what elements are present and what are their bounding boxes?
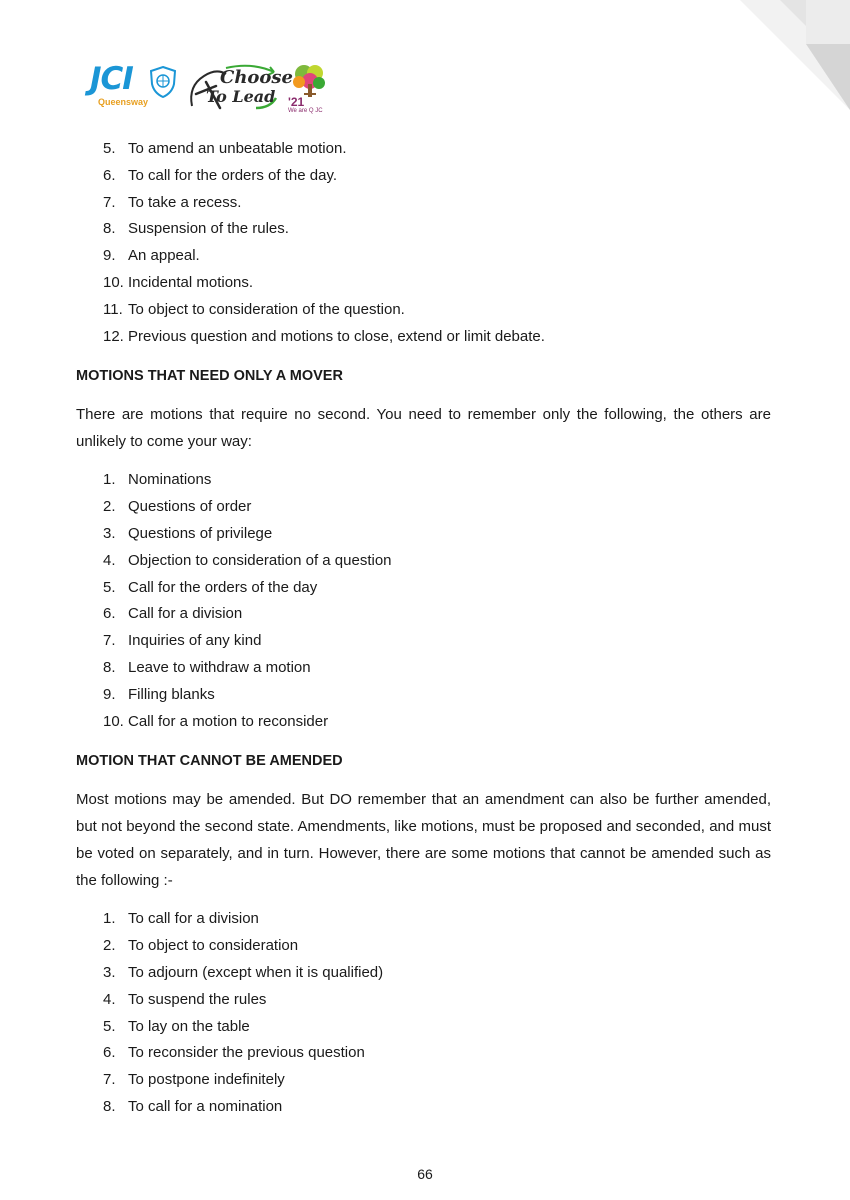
- page-curl-decoration: [740, 0, 850, 110]
- list-text: To amend an unbeatable motion.: [128, 140, 347, 157]
- list-item: [103, 709, 771, 736]
- list-text: To suspend the rules: [128, 990, 267, 1008]
- list-text: Incidental motions.: [128, 273, 254, 291]
- list-item: [103, 1014, 771, 1041]
- list-text: To object to consideration of the question.: [128, 300, 405, 318]
- list-item: [103, 494, 771, 521]
- list-number: 2.: [103, 498, 116, 516]
- page-content: [76, 136, 771, 1121]
- list-number: 7.: [103, 1071, 116, 1089]
- list-number: 8.: [103, 220, 116, 238]
- motions-need-only-mover-list: [76, 467, 771, 735]
- list-item: [103, 601, 771, 628]
- list-number: 5.: [103, 140, 116, 157]
- list-number: 12.: [103, 327, 124, 345]
- list-item: [103, 324, 771, 351]
- numbered-list-continued: [76, 136, 771, 350]
- list-item: [103, 297, 771, 324]
- section-heading-mover: MOTIONS THAT NEED ONLY A MOVER: [76, 368, 343, 385]
- choose-logo-line1: Choose: [220, 67, 294, 88]
- list-item: [103, 682, 771, 709]
- we-are-qjc-logo: [286, 64, 334, 116]
- list-number: 9.: [103, 247, 116, 265]
- list-text: Nominations: [128, 471, 212, 489]
- list-number: 10.: [103, 273, 124, 291]
- list-number: 3.: [103, 963, 116, 981]
- list-number: 10.: [103, 712, 124, 730]
- list-item: [103, 1067, 771, 1094]
- list-item: [103, 655, 771, 682]
- list-number: 6.: [103, 605, 116, 623]
- choose-to-lead-logo: [186, 64, 294, 114]
- list-item: [103, 163, 771, 190]
- list-item: [103, 521, 771, 548]
- list-number: 6.: [103, 1044, 116, 1062]
- list-text: To call for a division: [128, 910, 259, 928]
- list-item: [103, 933, 771, 960]
- list-text: To postpone indefinitely: [128, 1071, 285, 1089]
- list-text: Call for a motion to reconsider: [128, 712, 329, 730]
- list-item: [103, 243, 771, 270]
- list-number: 4.: [103, 990, 116, 1008]
- list-number: 9.: [103, 685, 116, 703]
- list-item: [103, 575, 771, 602]
- list-text: An appeal.: [128, 247, 200, 265]
- list-text: Questions of privilege: [128, 524, 273, 542]
- jci-logo-text: JCI: [90, 61, 133, 97]
- tree-icon: [286, 64, 334, 98]
- list-text: To call for a nomination: [128, 1097, 283, 1115]
- list-item: [103, 1040, 771, 1067]
- page-number: 66: [417, 1166, 433, 1182]
- tree-logo-year: '21: [288, 95, 305, 109]
- list-text: To reconsider the previous question: [128, 1044, 365, 1062]
- list-text: Call for the orders of the day: [128, 578, 318, 596]
- list-item: [103, 906, 771, 933]
- list-text: To lay on the table: [128, 1017, 250, 1035]
- list-item: [103, 960, 771, 987]
- list-text: Previous question and motions to close, extend or limit debate.: [128, 327, 545, 345]
- list-number: 8.: [103, 658, 116, 676]
- list-item: [103, 628, 771, 655]
- list-item: [103, 548, 771, 575]
- list-number: 11.: [103, 300, 123, 318]
- list-text: To call for the orders of the day.: [128, 166, 337, 184]
- list-item: [103, 1094, 771, 1121]
- section-heading-cannot-amend: MOTION THAT CANNOT BE AMENDED: [76, 753, 343, 770]
- jci-shield-icon: [150, 66, 176, 98]
- list-number: 6.: [103, 166, 116, 184]
- list-number: 7.: [103, 193, 116, 211]
- list-text: To adjourn (except when it is qualified): [128, 963, 384, 981]
- list-number: 2.: [103, 937, 116, 955]
- section-paragraph-cannot-amend: Most motions may be amended. But DO remember that an amendment can also be further amended, but not beyond the second state. Amendments, like motions, must be proposed and seconded, and must be voted on separately, and in turn. However, there are some motions that cannot be amended such as the following :-: [76, 791, 771, 890]
- list-number: 5.: [103, 578, 116, 596]
- list-item: [103, 270, 771, 297]
- section-paragraph-mover: There are motions that require no second. You need to remember only the following, the others are unlikely to come your way:: [76, 406, 771, 451]
- list-item: [103, 136, 771, 163]
- list-text: Call for a division: [128, 605, 243, 623]
- list-number: 3.: [103, 524, 116, 542]
- list-text: Leave to withdraw a motion: [128, 658, 311, 676]
- list-text: Questions of order: [128, 498, 252, 516]
- list-item: [103, 216, 771, 243]
- list-item: [103, 987, 771, 1014]
- list-number: 5.: [103, 1017, 116, 1035]
- list-number: 1.: [103, 910, 116, 928]
- list-number: 7.: [103, 632, 116, 650]
- list-text: Filling blanks: [128, 685, 215, 703]
- list-text: Objection to consideration of a question: [128, 551, 392, 569]
- choose-logo-line2: To Lead: [206, 87, 276, 106]
- list-item: [103, 467, 771, 494]
- list-number: 1.: [103, 471, 116, 489]
- list-number: 4.: [103, 551, 116, 569]
- list-text: To take a recess.: [128, 193, 242, 211]
- list-item: [103, 190, 771, 217]
- list-text: To object to consideration: [128, 937, 299, 955]
- list-number: 8.: [103, 1097, 116, 1115]
- jci-logo-subtext: Queensway: [98, 97, 149, 107]
- list-text: Suspension of the rules.: [128, 220, 289, 238]
- tree-logo-tagline: We are Q JC: [288, 108, 323, 114]
- motions-cannot-be-amended-list: [76, 906, 771, 1120]
- list-text: Inquiries of any kind: [128, 632, 262, 650]
